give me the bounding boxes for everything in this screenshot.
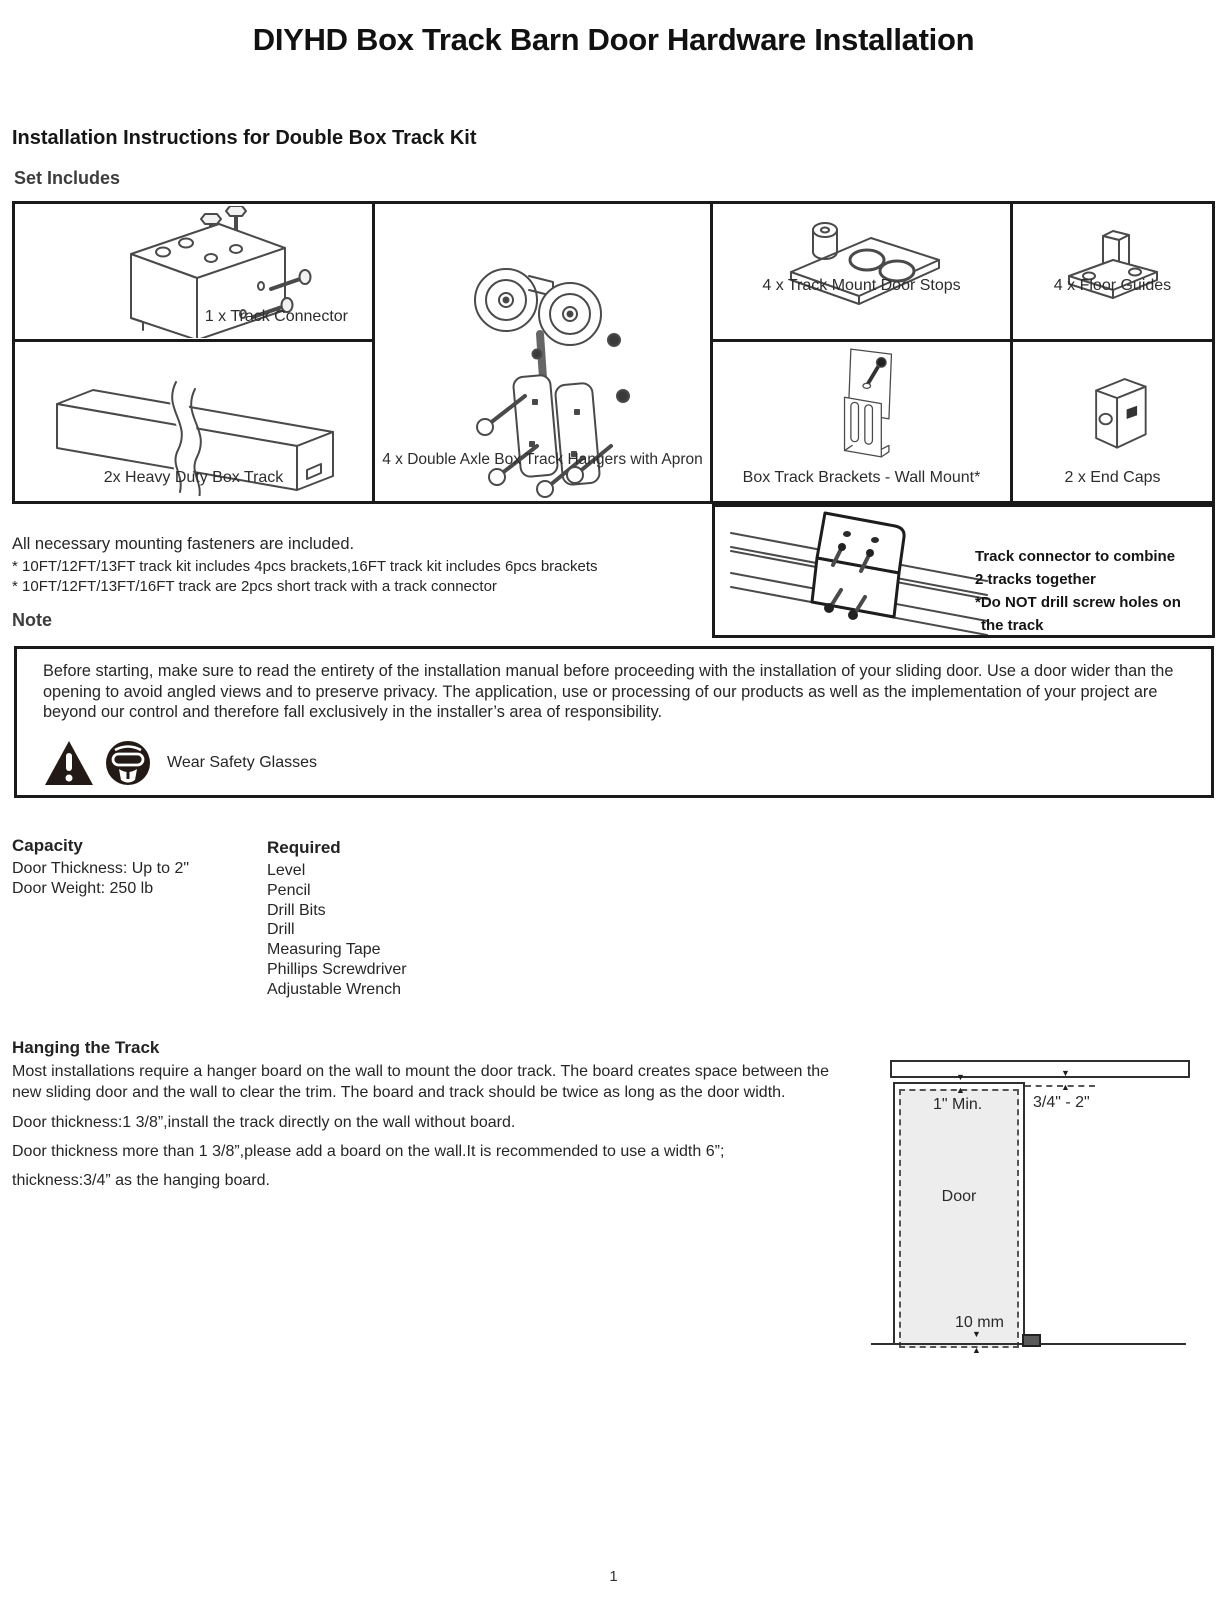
connector-callout-line: the track xyxy=(981,617,1044,634)
arrow-up-icon: ▲ xyxy=(956,1085,965,1095)
required-tools-section xyxy=(267,838,407,1000)
track-connector-combine-illustration xyxy=(729,507,989,635)
arrow-down-icon: ▼ xyxy=(972,1329,981,1339)
safety-glasses-label: Wear Safety Glasses xyxy=(167,754,317,771)
arrow-down-icon: ▼ xyxy=(956,1072,965,1082)
part-cell-box-track xyxy=(15,342,375,501)
capacity-section xyxy=(12,836,189,899)
floor-guide-shape xyxy=(1022,1334,1041,1347)
part-label: 2x Heavy Duty Box Track xyxy=(103,469,284,486)
hanging-paragraph: Door thickness:1 3/8”,install the track directly on the wall without board. xyxy=(12,1114,516,1131)
note-heading: Note xyxy=(12,610,52,630)
connector-callout-line: Track connector to combine xyxy=(975,548,1176,565)
connector-callout-text xyxy=(975,545,1181,637)
safety-goggles-icon xyxy=(105,740,151,786)
page-title: DIYHD Box Track Barn Door Hardware Installation xyxy=(252,22,975,57)
part-label: 2 x End Caps xyxy=(1064,469,1161,486)
fasteners-line: All necessary mounting fasteners are included. xyxy=(12,535,355,553)
required-item: Measuring Tape xyxy=(267,941,381,959)
fasteners-notes xyxy=(12,534,598,597)
required-item: Phillips Screwdriver xyxy=(267,960,407,978)
connector-callout-line: *Do NOT drill screw holes on xyxy=(975,594,1181,611)
required-item: Adjustable Wrench xyxy=(267,980,401,998)
part-cell-hangers xyxy=(375,204,713,501)
instructions-heading: Installation Instructions for Double Box Track Kit xyxy=(12,127,477,149)
part-cell-end-caps xyxy=(1013,342,1212,501)
capacity-heading: Capacity xyxy=(12,836,83,855)
part-label: 4 x Double Axle Box Track Hangers with Apron xyxy=(382,451,703,468)
track-gap-label: 3/4" - 2" xyxy=(1033,1094,1090,1111)
part-label: Box Track Brackets - Wall Mount* xyxy=(742,469,981,486)
required-heading: Required xyxy=(267,838,341,857)
parts-grid xyxy=(12,201,1215,504)
door-solid-outline xyxy=(893,1082,1025,1343)
track-board-shape xyxy=(890,1060,1190,1078)
required-item: Drill Bits xyxy=(267,901,326,919)
set-includes-heading: Set Includes xyxy=(14,168,121,188)
required-item: Level xyxy=(267,862,306,879)
capacity-weight: Door Weight: 250 lb xyxy=(12,879,154,897)
arrow-down-icon: ▼ xyxy=(1061,1068,1070,1078)
note-box xyxy=(14,646,1214,798)
door-clearance-diagram xyxy=(866,1036,1200,1355)
door-stop-illustration xyxy=(763,210,963,318)
part-label: 4 x Floor Guides xyxy=(1053,277,1172,294)
capacity-thickness: Door Thickness: Up to 2" xyxy=(12,860,190,877)
hanging-paragraph: Door thickness more than 1 3/8”,please add a board on the wall.It is recommended to use a width 6”; xyxy=(12,1143,725,1160)
hanging-heading: Hanging the Track xyxy=(12,1038,160,1057)
hanging-paragraph: Most installations require a hanger board on the wall to mount the door track. The board creates space between the new sliding door and the wall to clear the trim. The board and track should be twice as long as the door width. xyxy=(12,1063,830,1101)
page-number: 1 xyxy=(609,1568,618,1585)
floor-gap-label: 10 mm xyxy=(955,1314,1004,1331)
hanging-track-section xyxy=(12,1038,860,1191)
hanging-paragraph: thickness:3/4” as the hanging board. xyxy=(12,1172,270,1189)
part-cell-wall-brackets xyxy=(713,342,1013,501)
connector-callout-line: 2 tracks together xyxy=(975,571,1096,588)
track-connector-callout xyxy=(712,504,1215,638)
warning-triangle-icon xyxy=(43,739,95,787)
note-body: Before starting, make sure to read the entirety of the installation manual before proceeding with the installation of your sliding door. Use a door wider than the opening to avoid angled views and to preserve privacy. The application, use or processing of our products as well as the implementation of your project are beyond our control and therefore fall exclusively in the installer’s area of responsibility. xyxy=(43,662,1174,721)
door-label: Door xyxy=(941,1188,977,1205)
floor-guide-illustration xyxy=(1059,214,1169,314)
arrow-up-icon: ▲ xyxy=(1061,1082,1070,1092)
part-label: 1 x Track Connector xyxy=(204,308,348,325)
fasteners-line: * 10FT/12FT/13FT/16FT track are 2pcs short track with a track connector xyxy=(12,578,497,595)
fasteners-line: * 10FT/12FT/13FT track kit includes 4pcs brackets,16FT track kit includes 6pcs brackets xyxy=(12,558,598,575)
min-overlap-label: 1" Min. xyxy=(933,1096,983,1113)
wall-bracket-illustration xyxy=(783,344,953,474)
arrow-up-icon: ▲ xyxy=(972,1345,981,1355)
part-cell-track-connector xyxy=(15,204,375,342)
end-cap-illustration xyxy=(1069,360,1169,460)
part-cell-floor-guides xyxy=(1013,204,1212,342)
part-label: 4 x Track Mount Door Stops xyxy=(762,277,961,294)
part-cell-door-stops xyxy=(713,204,1013,342)
safety-row xyxy=(43,739,317,787)
door-top-extension-line xyxy=(1025,1085,1095,1087)
required-item: Drill xyxy=(267,921,295,939)
required-item: Pencil xyxy=(267,881,311,899)
